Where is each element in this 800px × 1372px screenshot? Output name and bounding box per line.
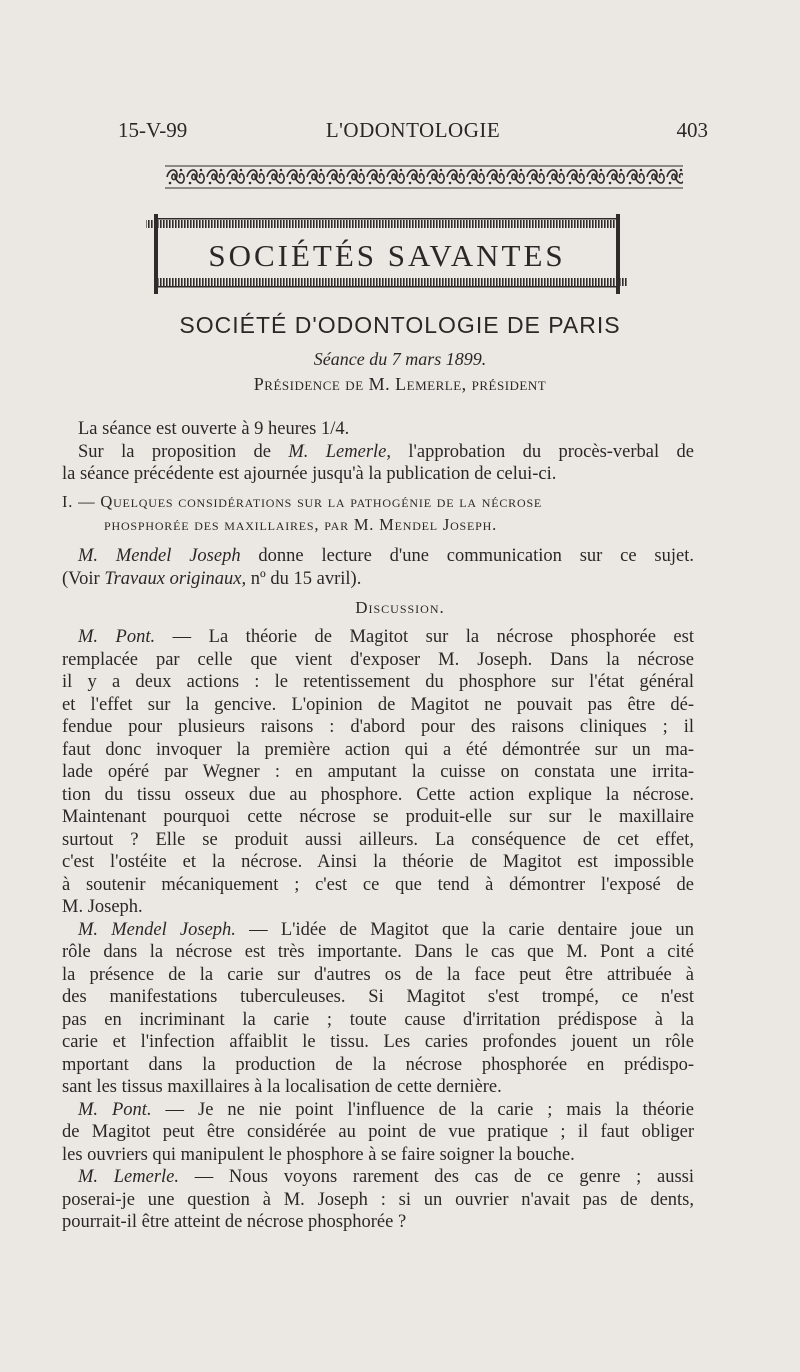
paragraph-joseph-2 <box>62 919 694 1099</box>
speaker-name: M. Mendel Joseph. <box>78 919 236 940</box>
paragraph-line <box>62 626 694 649</box>
paragraph-line: remplacée par celle que vient d'exposer M. Joseph. Dans la nécrose <box>62 649 694 670</box>
text-run: — Je ne nie point l'influence de la carie ; mais la théorie <box>151 1099 694 1120</box>
reading-line <box>62 568 694 591</box>
journal-title: L'ODONTOLOGIE <box>325 118 501 142</box>
paragraph-line: et l'effet sur la gencive. L'opinion de Magitot ne pouvait pas être dé- <box>62 694 694 715</box>
ornamental-border <box>165 164 683 190</box>
section-banner <box>142 214 632 294</box>
text-run: (Voir <box>62 568 105 589</box>
text-run: — La théorie de Magitot sur la nécrose phosphorée est <box>155 627 694 647</box>
section-heading <box>62 490 702 536</box>
text-run: donne lecture d'une communication sur ce sujet. <box>240 546 694 566</box>
paragraph-line: tion du tissu osseux due au phosphore. Cette action explique la nécrose. <box>62 784 694 805</box>
discussion-heading: Discussion. <box>355 598 445 617</box>
paragraph-line: Maintenant pourquoi cette nécrose se produit-elle sur sur le maxillaire <box>62 807 694 827</box>
opening-line: La séance est ouverte à 9 heures 1/4. <box>78 419 350 439</box>
paragraph-line: faut donc invoquer la première action qui a été démontrée sur un ma- <box>62 739 694 760</box>
reading-line <box>62 545 694 568</box>
text-run: nº du 15 avril). <box>246 568 362 589</box>
issue-date: 15-V-99 <box>118 118 188 142</box>
opening-paragraph <box>62 418 694 486</box>
paragraph-line: pourrait-il être atteint de nécrose phosphorée ? <box>62 1212 407 1232</box>
text-run: Sur la proposition de <box>78 441 289 462</box>
paragraph-pont-1 <box>62 626 694 919</box>
paragraph-line: poserai-je une question à M. Joseph : si un ouvrier n'avait pas de dents, <box>62 1189 694 1210</box>
paragraph-line: mportant dans la production de la nécrose phosphorée en prédispo- <box>62 1054 694 1075</box>
discussion-body <box>62 626 694 1234</box>
text-run: l'approbation du procès-verbal de <box>391 441 694 462</box>
banner-title: SOCIÉTÉS SAVANTES <box>208 238 566 273</box>
reading-paragraph <box>62 545 694 590</box>
paragraph-lemerle <box>62 1166 694 1234</box>
text-run: — Nous voyons rarement des cas de ce genre ; aussi <box>179 1167 694 1187</box>
paragraph-line: sant les tissus maxillaires à la localisation de cette dernière. <box>62 1077 502 1097</box>
paragraph-line: rôle dans la nécrose est très importante. Dans le cas que M. Pont a cité <box>62 942 694 962</box>
speaker-name: M. Mendel Joseph <box>78 546 241 566</box>
paragraph-line: lade opéré par Wegner : en amputant la cuisse on constata une irrita- <box>62 762 694 782</box>
paragraph-line: fendue pour plusieurs raisons : d'abord pour des raisons cliniques ; il <box>62 717 694 737</box>
paragraph-line: il y a deux actions : le retentissement du phosphore sur l'état général <box>62 672 694 692</box>
speaker-name: M. Pont. <box>78 1099 152 1120</box>
opening-line <box>62 441 694 464</box>
paragraph-line <box>62 1099 694 1122</box>
paragraph-line: pas en incriminant la carie ; toute cause d'irritation prédispose à la <box>62 1009 694 1030</box>
paragraph-line: les ouvriers qui manipulent le phosphore à se faire soigner la bouche. <box>62 1144 575 1165</box>
paragraph-line: la présence de la carie sur d'autres os de la face peut être attribuée à <box>62 964 694 985</box>
paragraph-line: c'est l'ostéite et la nécrose. Ainsi la théorie de Magitot est impossible <box>62 852 694 872</box>
reference-title: Travaux originaux, <box>104 568 247 589</box>
opening-line: la séance précédente est ajournée jusqu'à la publication de celui-ci. <box>62 464 557 484</box>
running-head <box>118 118 708 150</box>
speaker-name: M. Lemerle. <box>78 1167 179 1187</box>
paragraph-line <box>62 919 694 942</box>
society-title: SOCIÉTÉ D'ODONTOLOGIE DE PARIS <box>179 312 621 338</box>
paragraph-line: à soutenir mécaniquement ; c'est ce que tend à démontrer l'exposé de <box>62 874 694 895</box>
paragraph-line: des manifestations tuberculeuses. Si Magitot s'est trompé, ce n'est <box>62 987 694 1007</box>
page-number: 403 <box>676 118 708 142</box>
paragraph-pont-2 <box>62 1099 694 1167</box>
section-heading-line: phosphorée des maxillaires, par M. Mendel Joseph. <box>104 515 498 534</box>
paragraph-line: M. Joseph. <box>62 897 143 917</box>
paragraph-line: carie et l'infection affaiblit le tissu. Les caries profondes jouent un rôle <box>62 1032 694 1052</box>
paragraph-line: surtout ? Elle se produit aussi ailleurs. La conséquence de cet effet, <box>62 829 694 850</box>
paragraph-line: de Magitot peut être considérée au point de vue pratique ; il faut obliger <box>62 1122 694 1142</box>
presidency: Présidence de M. Lemerle, président <box>253 374 547 394</box>
speaker-name: M. Pont. <box>78 627 156 647</box>
paragraph-line <box>62 1166 694 1189</box>
section-heading-line: I. — Quelques considérations sur la pathogénie de la nécrose <box>62 492 543 511</box>
session-date: Séance du 7 mars 1899. <box>313 349 487 369</box>
text-run: — L'idée de Magitot que la carie dentaire joue un <box>235 919 694 940</box>
speaker-name: M. Lemerle, <box>288 441 391 462</box>
